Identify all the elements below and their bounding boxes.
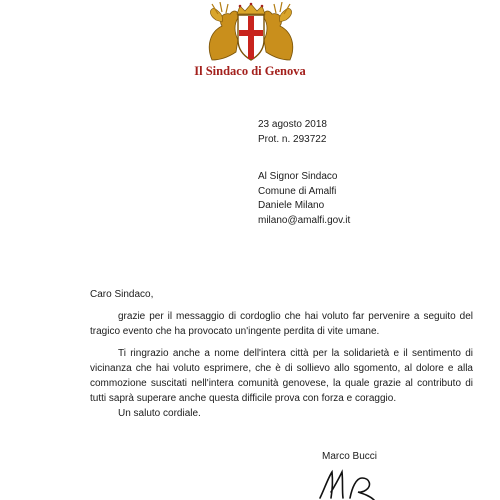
office-title: Il Sindaco di Genova xyxy=(194,64,306,78)
recipient-title: Al Signor Sindaco xyxy=(258,171,338,182)
body-paragraph-1: grazie per il messaggio di cordoglio che hai voluto far pervenire a seguito del tragico evento che ha provocato un'ingente perdita di vite umane. xyxy=(90,311,473,337)
recipient-name: Daniele Milano xyxy=(258,200,325,211)
closing-line: Un saluto cordiale. xyxy=(118,408,201,419)
handwritten-signature-icon xyxy=(316,468,388,500)
body-paragraph-2: Ti ringrazio anche a nome dell'intera città per la solidarietà e il sentimento di vicinanza che hai voluto esprimere, che è di sollievo allo sgomento, al dolore e alla commozione suscitati nell'intera comunità genovese, la quale grazie al contributo di tutti saprà superare anche questa difficile prova con forza e coraggio. xyxy=(90,348,473,404)
letter-date: 23 agosto 2018 xyxy=(258,119,327,130)
recipient-address xyxy=(258,170,350,228)
recipient-email: milano@amalfi.gov.it xyxy=(258,214,351,226)
recipient-municipality: Comune di Amalfi xyxy=(258,185,337,197)
salutation: Caro Sindaco, xyxy=(90,289,154,300)
date-block xyxy=(258,117,327,147)
letterhead xyxy=(0,0,500,90)
genoa-coat-of-arms-icon xyxy=(204,2,298,64)
signer-name: Marco Bucci xyxy=(322,451,378,462)
protocol-number: Prot. n. 293722 xyxy=(258,134,327,145)
